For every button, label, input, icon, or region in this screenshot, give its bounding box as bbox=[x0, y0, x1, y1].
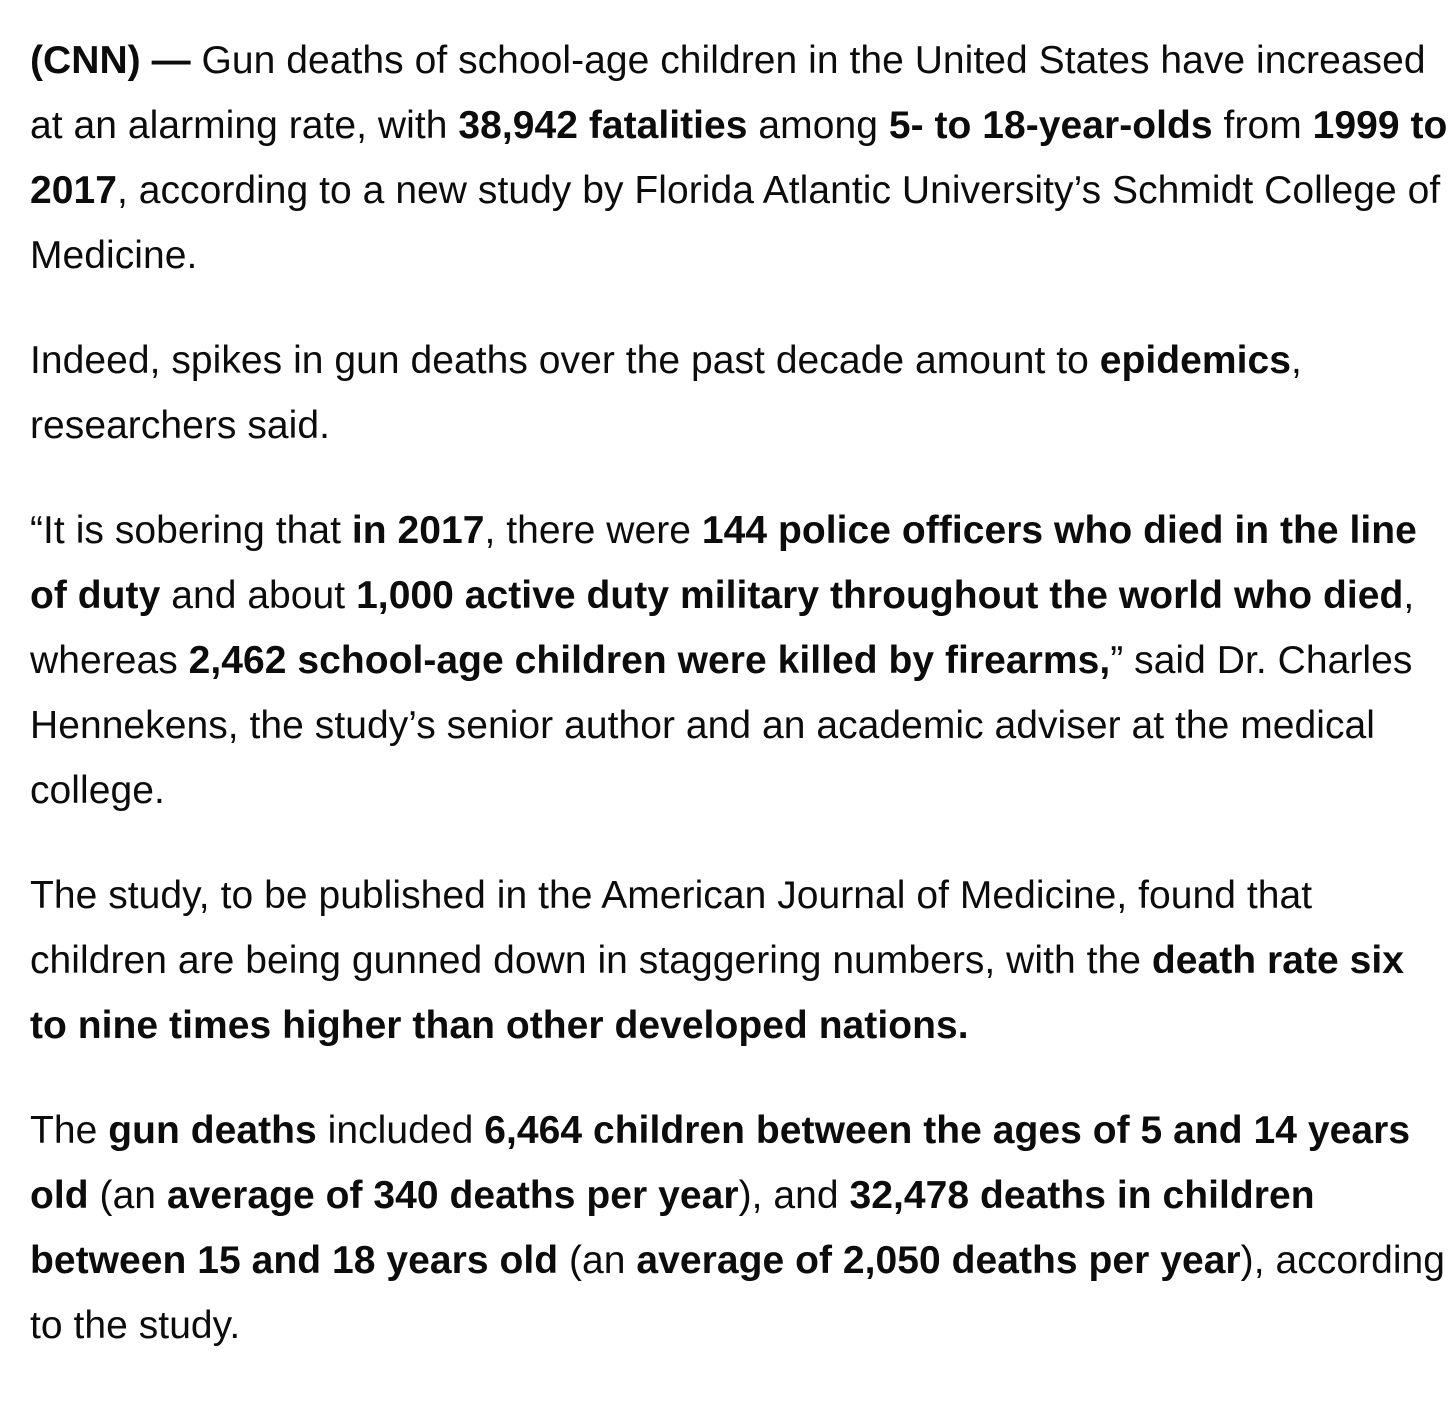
text-run: (an bbox=[558, 1239, 637, 1282]
bold-run: death rate six to nine times higher than other developed nations. bbox=[30, 939, 1405, 1047]
bold-run: epidemics bbox=[1099, 339, 1291, 382]
paragraph bbox=[30, 863, 1450, 1058]
paragraph bbox=[30, 1098, 1450, 1358]
dateline: (CNN) — bbox=[30, 39, 191, 82]
bold-run: 144 police officers who died in the line of duty bbox=[30, 509, 1417, 617]
text-run: , according to a new study by Florida Atlantic University’s Schmidt College of Medicine. bbox=[30, 169, 1441, 277]
text-run: The bbox=[30, 1109, 109, 1152]
bold-run: 1999 to 2017 bbox=[30, 104, 1448, 212]
text-run: from bbox=[1212, 104, 1313, 147]
bold-run: 2,462 school-age children were killed by firearms, bbox=[188, 639, 1111, 682]
bold-run: gun deaths bbox=[108, 1109, 317, 1152]
text-run: ), and bbox=[738, 1174, 850, 1217]
text-run: , there were bbox=[484, 509, 702, 552]
text-run: The study, to be published in the American Journal of Medicine, found that children are being gunned down in staggering numbers, with the bbox=[30, 874, 1313, 982]
text-run: Gun deaths of school-age children in the United States have increased at an alarming rate, with bbox=[30, 39, 1426, 147]
bold-run: average of 2,050 deaths per year bbox=[636, 1239, 1241, 1282]
text-run: and about bbox=[160, 574, 357, 617]
text-run: Indeed, spikes in gun deaths over the past decade amount to bbox=[30, 339, 1100, 382]
text-run: ” said Dr. Charles Hennekens, the study’s senior author and an academic adviser at the medical college. bbox=[30, 639, 1413, 812]
bold-run: in 2017 bbox=[351, 509, 485, 552]
bold-run: average of 340 deaths per year bbox=[166, 1174, 739, 1217]
text-run: among bbox=[747, 104, 889, 147]
text-run: “It is sobering that bbox=[30, 509, 352, 552]
text-run: , researchers said. bbox=[30, 339, 1302, 447]
text-run: included bbox=[316, 1109, 485, 1152]
paragraph bbox=[30, 498, 1450, 823]
bold-run: 32,478 deaths in children between 15 and 18 years old bbox=[30, 1174, 1315, 1282]
bold-run: 6,464 children between the ages of 5 and 14 years old bbox=[30, 1109, 1411, 1217]
paragraph bbox=[30, 28, 1450, 288]
article-body bbox=[30, 28, 1450, 1358]
text-run: (an bbox=[88, 1174, 167, 1217]
paragraph bbox=[30, 328, 1450, 458]
bold-run: 38,942 fatalities bbox=[458, 104, 748, 147]
text-run: , whereas bbox=[30, 574, 1415, 682]
bold-run: 1,000 active duty military throughout the world who died bbox=[356, 574, 1404, 617]
text-run: ), according to the study. bbox=[30, 1239, 1446, 1347]
bold-run: 5- to 18-year-olds bbox=[888, 104, 1213, 147]
